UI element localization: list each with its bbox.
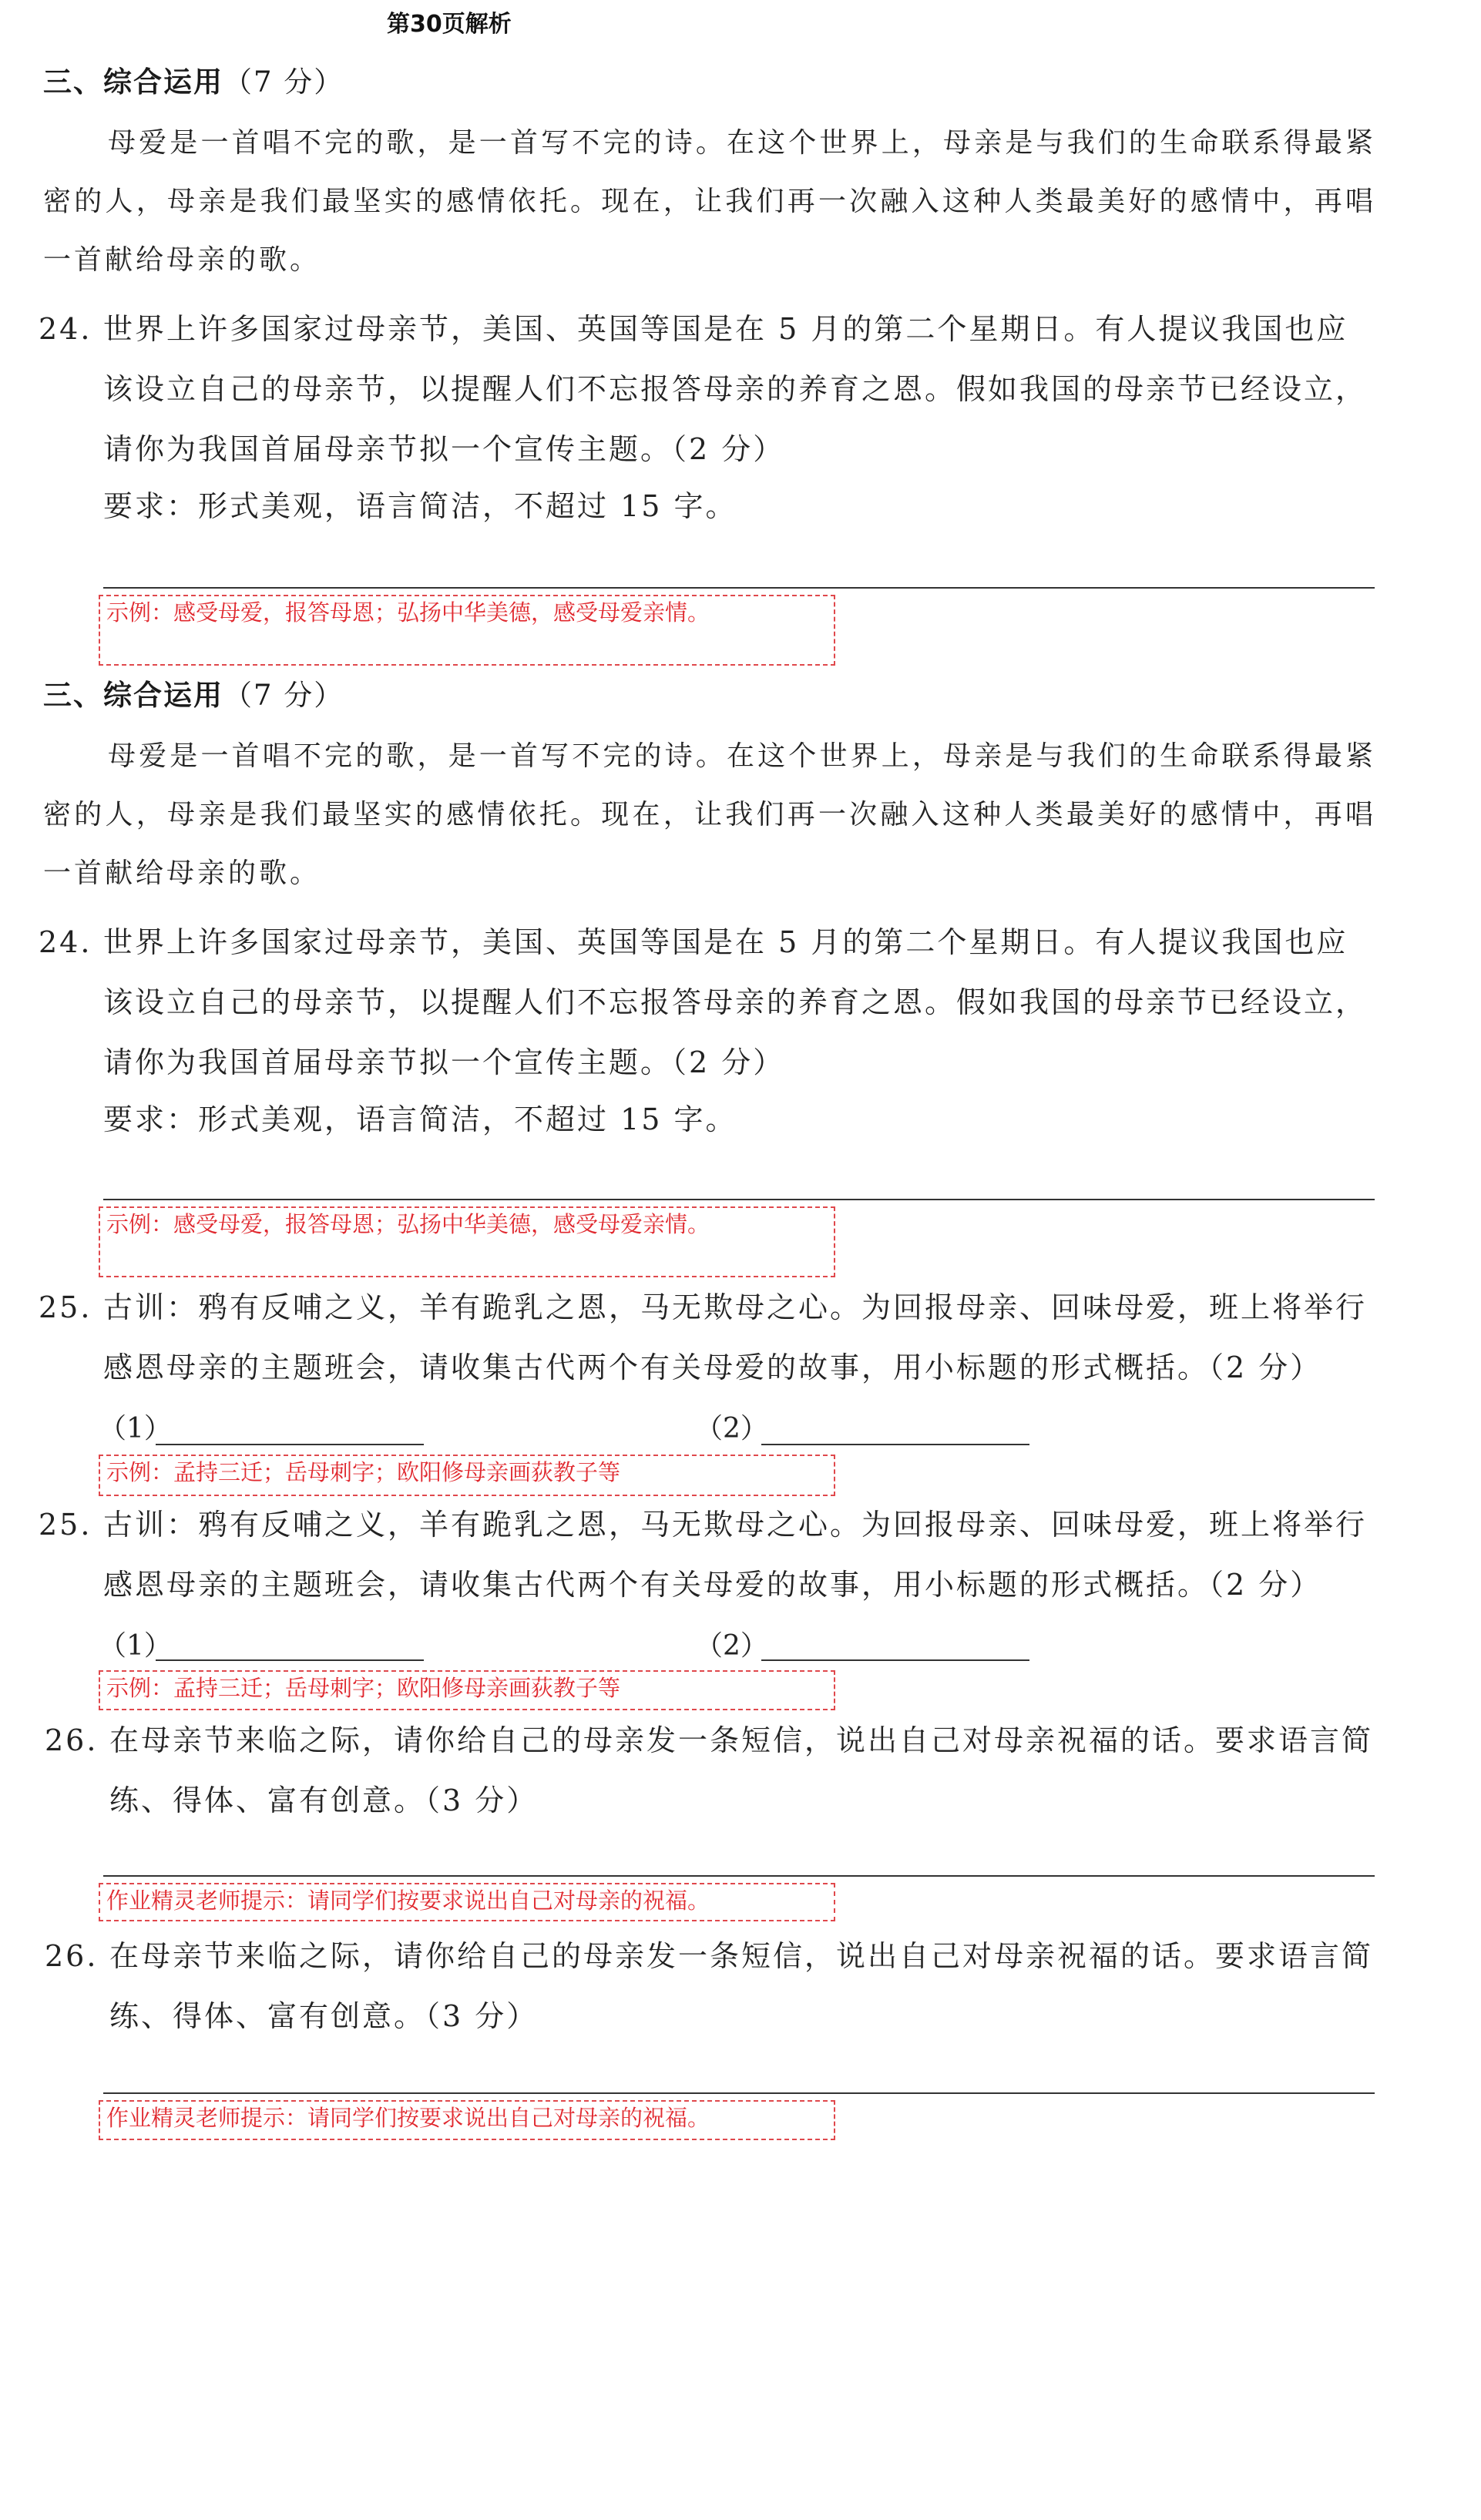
answer-line [103, 1199, 1375, 1200]
answer-box [99, 2100, 835, 2140]
blank-1-line [156, 1444, 424, 1445]
answer-box [99, 1883, 835, 1921]
question-requirement: 要求：形式美观，语言简洁，不超过 15 字。 [103, 1102, 737, 1136]
question-25 [39, 1277, 1378, 1398]
question-text: 古训：鸦有反哺之义，羊有跪乳之恩，马无欺母之心。为回报母亲、回味母爱，班上将举行感恩母亲的主题班会，请收集古代两个有关母爱的故事，用小标题的形式概括。（2 分） [103, 1290, 1368, 1384]
question-number: 24. [39, 925, 92, 959]
question-text: 在母亲节来临之际，请你给自己的母亲发一条短信，说出自己对母亲祝福的话。要求语言简练、得体、富有创意。（3 分） [109, 1939, 1374, 2033]
answer-line [103, 2092, 1375, 2094]
question-text: 古训：鸦有反哺之义，羊有跪乳之恩，马无欺母之心。为回报母亲、回味母爱，班上将举行感恩母亲的主题班会，请收集古代两个有关母爱的故事，用小标题的形式概括。（2 分） [103, 1508, 1368, 1602]
answer-box [99, 1206, 835, 1277]
section-heading: 三、综合运用（7 分） [43, 65, 344, 99]
question-number: 26. [45, 1939, 99, 1973]
answer-box [99, 1670, 835, 1710]
question-26 [45, 1926, 1384, 2046]
question-25 [39, 1495, 1378, 1615]
answer-text: 作业精灵老师提示：请同学们按要求说出自己对母亲的祝福。 [106, 2105, 710, 2131]
question-24 [39, 912, 1378, 1092]
blank-2-line [761, 1659, 1029, 1661]
question-number: 25. [39, 1508, 92, 1542]
page-title: 第30页解析 [387, 11, 512, 38]
answer-line [103, 1875, 1375, 1877]
answer-line [103, 587, 1375, 589]
answer-text: 示例：感受母爱，报答母恩；弘扬中华美德，感受母爱亲情。 [106, 599, 710, 626]
blank-2-line [761, 1444, 1029, 1445]
blank-1-label: （1） [99, 1630, 172, 1662]
intro-paragraph: 母爱是一首唱不完的歌，是一首写不完的诗。在这个世界上，母亲是与我们的生命联系得最紧密的人，母亲是我们最坚实的感情依托。现在，让我们再一次融入这种人类最美好的感情中，再唱一首献给母亲的歌。 [43, 740, 1376, 889]
question-number: 25. [39, 1290, 92, 1324]
answer-text: 示例：感受母爱，报答母恩；弘扬中华美德，感受母爱亲情。 [106, 1211, 710, 1237]
question-text: 世界上许多国家过母亲节，美国、英国等国是在 5 月的第二个星期日。有人提议我国也应该设立自己的母亲节，以提醒人们不忘报答母亲的养育之恩。假如我国的母亲节已经设立，请你为我国首届母亲节拟一个宣传主题。（2 分） [103, 312, 1368, 466]
question-text: 在母亲节来临之际，请你给自己的母亲发一条短信，说出自己对母亲祝福的话。要求语言简练、得体、富有创意。（3 分） [109, 1723, 1374, 1817]
question-26 [45, 1710, 1384, 1830]
answer-text: 示例：孟持三迁；岳母刺字；欧阳修母亲画荻教子等 [106, 1675, 621, 1701]
answer-box [99, 595, 835, 666]
answer-text: 作业精灵老师提示：请同学们按要求说出自己对母亲的祝福。 [106, 1887, 710, 1914]
blank-2-label: （2） [695, 1413, 768, 1445]
section-heading: 三、综合运用（7 分） [43, 679, 344, 712]
intro-paragraph: 母爱是一首唱不完的歌，是一首写不完的诗。在这个世界上，母亲是与我们的生命联系得最紧密的人，母亲是我们最坚实的感情依托。现在，让我们再一次融入这种人类最美好的感情中，再唱一首献给母亲的歌。 [43, 127, 1376, 276]
question-number: 24. [39, 312, 92, 346]
answer-box [99, 1455, 835, 1496]
question-number: 26. [45, 1723, 99, 1757]
blank-1-line [156, 1659, 424, 1661]
blank-2-label: （2） [695, 1630, 768, 1662]
question-text: 世界上许多国家过母亲节，美国、英国等国是在 5 月的第二个星期日。有人提议我国也应该设立自己的母亲节，以提醒人们不忘报答母亲的养育之恩。假如我国的母亲节已经设立，请你为我国首届母亲节拟一个宣传主题。（2 分） [103, 925, 1368, 1079]
answer-text: 示例：孟持三迁；岳母刺字；欧阳修母亲画荻教子等 [106, 1459, 621, 1485]
blank-1-label: （1） [99, 1413, 172, 1445]
question-requirement: 要求：形式美观，语言简洁，不超过 15 字。 [103, 489, 737, 523]
question-24 [39, 299, 1378, 479]
